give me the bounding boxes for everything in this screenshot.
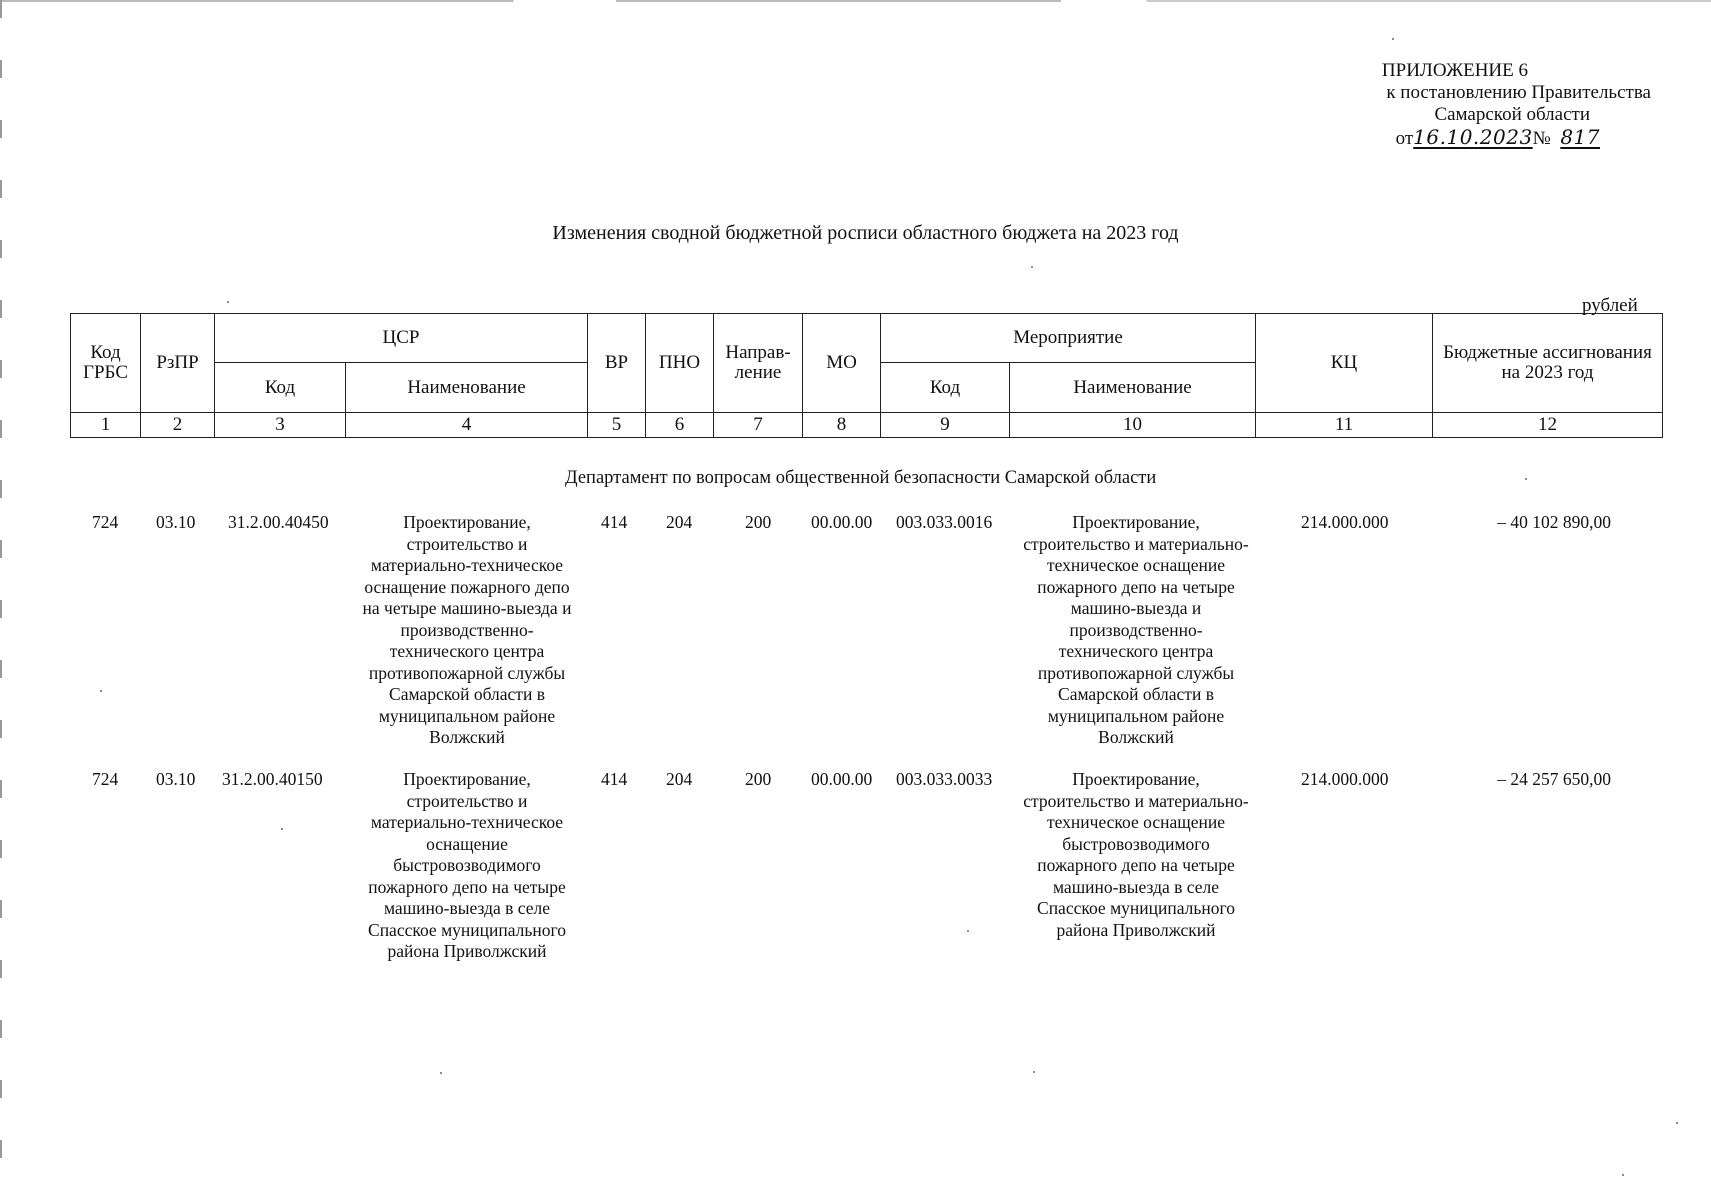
cell-vr: 414 [601, 512, 628, 532]
cell-grbs: 724 [92, 769, 119, 789]
header-csr-code: Код [215, 363, 346, 413]
cell-amount: – 40 102 890,00 [1497, 512, 1611, 532]
appendix-subtitle: к постановлению Правительства [1386, 82, 1651, 103]
column-number: 6 [646, 413, 714, 438]
appendix-date-row [1382, 126, 1651, 150]
date-prefix: от [1395, 128, 1414, 149]
header-vr: ВР [588, 314, 646, 413]
handwritten-number: 817 [1560, 125, 1600, 149]
budget-table-header [70, 313, 1663, 438]
column-number: 8 [803, 413, 881, 438]
header-direction: Направ-ление [714, 314, 803, 413]
scan-speck [100, 690, 102, 692]
scan-speck [1031, 266, 1033, 268]
scan-speck [281, 828, 283, 830]
cell-rzpr: 03.10 [156, 769, 196, 789]
scan-speck [1033, 1071, 1035, 1073]
section-title: Департамент по вопросам общественной безопасности Самарской области [565, 468, 1157, 488]
scan-speck [1525, 478, 1527, 480]
column-number: 2 [141, 413, 215, 438]
cell-direction: 200 [745, 769, 772, 789]
scan-speck [440, 1072, 442, 1074]
cell-vr: 414 [601, 769, 628, 789]
cell-kc: 214.000.000 [1301, 769, 1389, 789]
header-event-code: Код [881, 363, 1010, 413]
column-number: 10 [1010, 413, 1256, 438]
scan-border-top [0, 0, 1711, 2]
scan-speck [1676, 1122, 1678, 1124]
cell-csr-code: 31.2.00.40450 [228, 512, 329, 532]
cell-pno: 204 [666, 769, 693, 789]
cell-event-code: 003.033.0033 [896, 769, 993, 789]
column-number: 5 [588, 413, 646, 438]
number-prefix: № [1532, 128, 1551, 149]
header-pno: ПНО [646, 314, 714, 413]
cell-event-name: Проектирование, строительство и материально-техническое оснащение быстровозводимого пожарного депо на четыре машино-выезда в селе Спасское муниципального района Приволжский [1023, 769, 1249, 940]
header-event: Мероприятие [881, 314, 1256, 363]
cell-mo: 00.00.00 [811, 512, 873, 532]
cell-rzpr: 03.10 [156, 512, 196, 532]
scan-speck [967, 930, 969, 932]
cell-event-name: Проектирование, строительство и материально-техническое оснащение пожарного депо на четыре машино-выезда и производственно-технического центра противопожарной службы Самарской области в муниципальном районе Волжский [1023, 512, 1249, 747]
cell-kc: 214.000.000 [1301, 512, 1389, 532]
cell-mo: 00.00.00 [811, 769, 873, 789]
header-mo: МО [803, 314, 881, 413]
header-csr: ЦСР [215, 314, 588, 363]
column-number: 3 [215, 413, 346, 438]
cell-csr-name: Проектирование, строительство и материально-техническое оснащение быстровозводимого пожарного депо на четыре машино-выезда в селе Спасское муниципального района Приволжский [368, 769, 566, 961]
cell-csr-code: 31.2.00.40150 [222, 769, 323, 789]
cell-grbs: 724 [92, 512, 119, 532]
unit-label: рублей [1582, 295, 1638, 316]
column-number: 1 [71, 413, 141, 438]
appendix-title: ПРИЛОЖЕНИЕ 6 [1381, 60, 1528, 81]
appendix-header [1382, 60, 1651, 150]
header-kod-grbs: Код ГРБС [71, 314, 141, 413]
scan-speck [227, 301, 229, 303]
cell-direction: 200 [745, 512, 772, 532]
cell-event-code: 003.033.0016 [896, 512, 993, 532]
column-number: 12 [1433, 413, 1663, 438]
header-event-name: Наименование [1010, 363, 1256, 413]
header-kc: КЦ [1256, 314, 1433, 413]
header-csr-name: Наименование [346, 363, 588, 413]
column-number: 11 [1256, 413, 1433, 438]
column-number: 4 [346, 413, 588, 438]
document-title: Изменения сводной бюджетной росписи областного бюджета на 2023 год [552, 222, 1179, 244]
scan-speck [1622, 1174, 1624, 1176]
scan-border-left [0, 0, 2, 1200]
header-rzpr: РзПР [141, 314, 215, 413]
cell-pno: 204 [666, 512, 693, 532]
cell-amount: – 24 257 650,00 [1497, 769, 1611, 789]
column-number: 7 [714, 413, 803, 438]
column-number: 9 [881, 413, 1010, 438]
header-allocations: Бюджетные ассигнования на 2023 год [1433, 314, 1663, 413]
scan-speck [1392, 38, 1394, 40]
appendix-region: Самарской области [1434, 104, 1590, 125]
handwritten-date: 16.10.2023 [1413, 125, 1533, 149]
cell-csr-name: Проектирование, строительство и материально-техническое оснащение пожарного депо на четыре машино-выезда и производственно-технического центра противопожарной службы Самарской области в муниципальном районе Волжский [362, 512, 572, 747]
